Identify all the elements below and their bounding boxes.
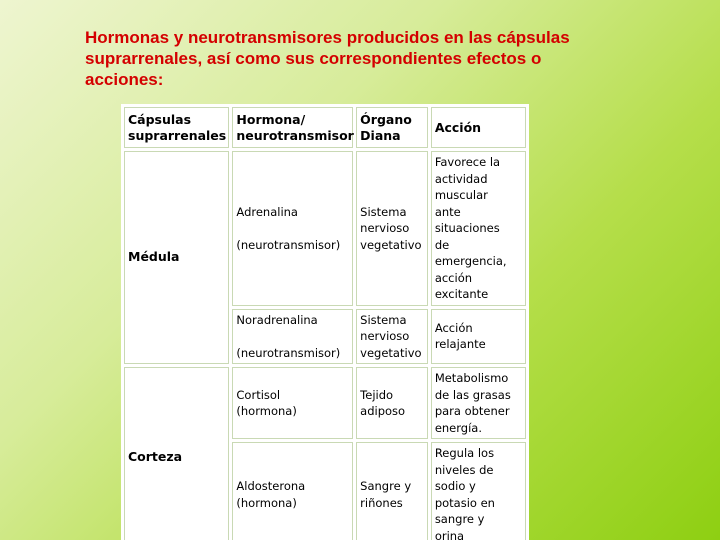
group-medula: Médula (124, 151, 229, 364)
hormone-table (121, 104, 529, 540)
table-row (124, 151, 526, 306)
cell-accion: Favorece la actividad muscular ante situaciones de emergencia, acción excitante (431, 151, 526, 306)
title-line: acciones: (85, 70, 164, 89)
header-accion: Acción (431, 107, 526, 148)
cell-hormona: Adrenalina (neurotransmisor) (232, 151, 353, 306)
hormone-table-container (121, 104, 529, 540)
cell-hormona: Aldosterona (hormona) (232, 442, 353, 540)
header-organo: Órgano Diana (356, 107, 428, 148)
header-capsulas: Cápsulas suprarrenales (124, 107, 229, 148)
cell-organo: Sangre y riñones (356, 442, 428, 540)
cell-organo: Sistema nervioso vegetativo (356, 151, 428, 306)
cell-accion: Acción relajante (431, 309, 526, 365)
cell-hormona: Noradrenalina (neurotransmisor) (232, 309, 353, 365)
group-corteza: Corteza (124, 367, 229, 540)
cell-organo: Tejido adiposo (356, 367, 428, 439)
cell-accion: Regula los niveles de sodio y potasio en sangre y orina (431, 442, 526, 540)
cell-hormona: Cortisol (hormona) (232, 367, 353, 439)
table-row (124, 367, 526, 439)
table-header-row (124, 107, 526, 148)
header-hormona: Hormona/ neurotransmisor (232, 107, 353, 148)
cell-organo: Sistema nervioso vegetativo (356, 309, 428, 365)
slide-title (85, 27, 685, 90)
title-line: Hormonas y neurotransmisores producidos en las cápsulas (85, 28, 570, 47)
cell-accion: Metabolismo de las grasas para obtener energía. (431, 367, 526, 439)
title-line: suprarrenales, así como sus correspondientes efectos o (85, 49, 542, 68)
